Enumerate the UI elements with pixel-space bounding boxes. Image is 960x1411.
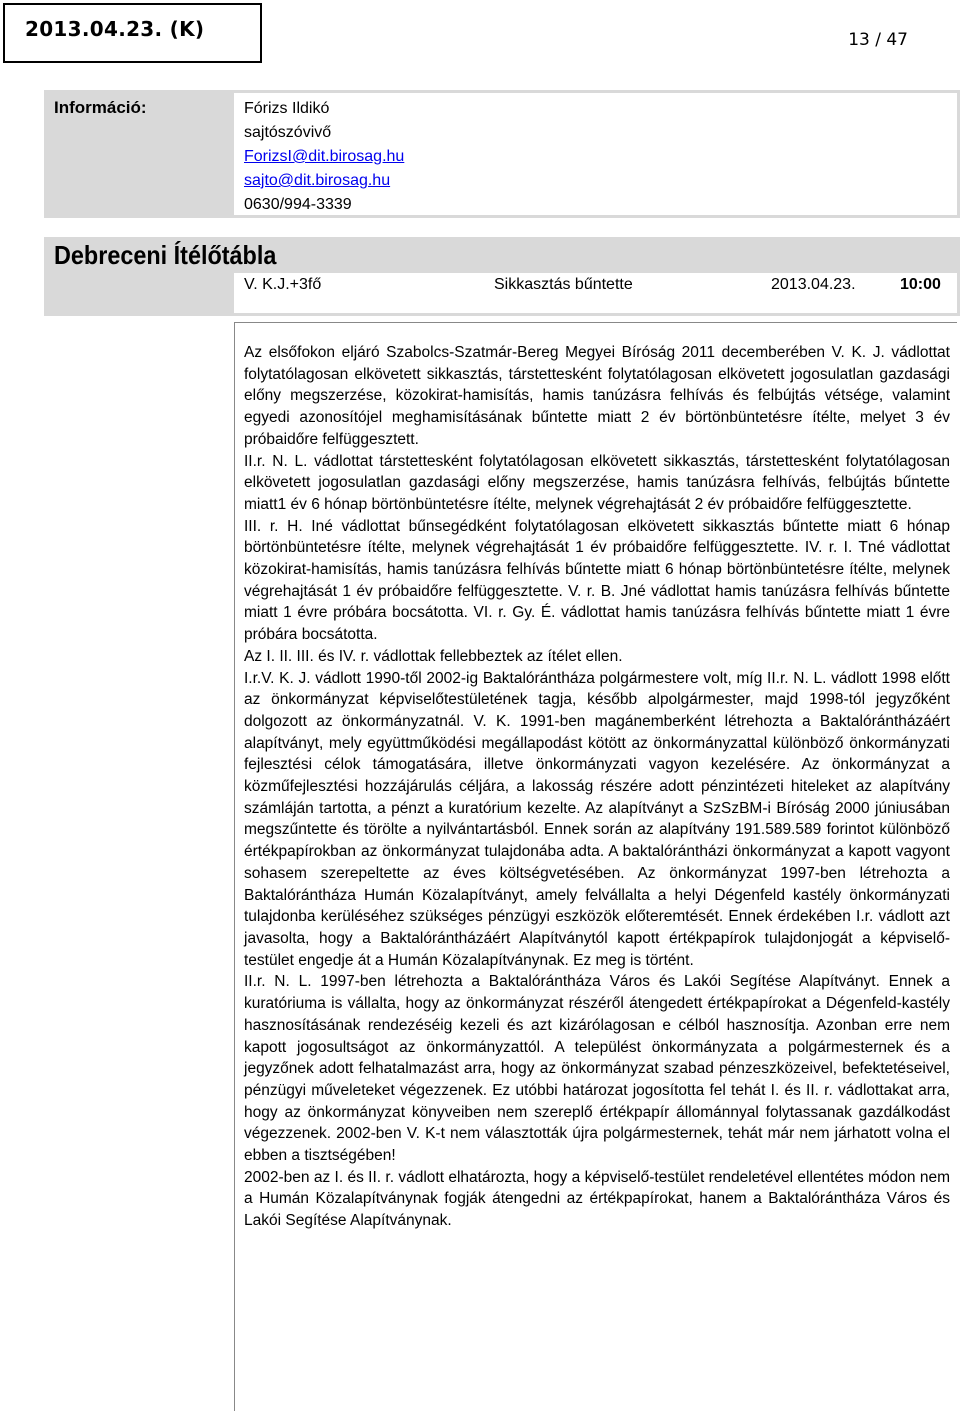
case-time: 10:00 [900, 276, 941, 293]
court-block [44, 237, 960, 316]
email-link-1[interactable]: ForizsI@dit.birosag.hu [244, 148, 405, 165]
page-number: 13 / 47 [848, 30, 908, 50]
paragraph: III. r. H. Iné vádlottat bűnsegédként folytatólagosan elkövetett sikkasztás bűntette miatt 6 hónap börtönbüntetésre ítélte, melynek végrehajtását 1 év próbaidőre felfüggesztette. IV. r. I. Tné vádlottat közokirat-hamisítás, hamis tanúzásra felhívás bűntette miatt 6 hónap börtönbüntetésre ítélte, melynek végrehajtását 1 év próbaidőre felfüggesztette. V. r. B. Jné vádlottat hamis tanúzásra felhívás bűntette miatt 1 évre próbára bocsátotta. VI. r. Gy. É. vádlottat hamis tanúzásra felhívás bűntette miatt 1 évre próbára bocsátotta. [244, 517, 950, 644]
contact-cell [234, 93, 957, 215]
email-link-2[interactable]: sajto@dit.birosag.hu [244, 172, 391, 189]
paragraph: II.r. N. L. 1997-ben létrehozta a Baktalórántháza Város és Lakói Segítése Alapítványt. Ennek a kuratóriuma is vállalta, hogy az önkormányzat részéről átengedett értékpapírokat a Dégenfeld-kastély hasznosításának rendezéséig kezeli és azt kizárólagosan e célból hasznosítja. Azonban erre nem kapott jogosultságot az önkormányzattól. A települést önkormányzata a polgármesternek és a jegyzőnek adott felhatalmazást arra, hogy az önkormányzat szabad pénzeszközeivel, befektetéseivel, pénzügyi műveleteket végezzenek. Ez utóbbi határozat jogosította fel tehát I. és II. r. vádlottakat arra, hogy az önkormányzat könyveiben nem szereplő értékpapír állománnyal folytassanak gazdálkodást végezzenek. 2002-ben V. K-t nem választották újra polgármesternek, tehát már nem járhatott volna el ebben a tisztségében! [244, 973, 950, 1165]
case-offense: Sikkasztás bűntette [494, 276, 633, 293]
contact-phone: 0630/994-3339 [244, 196, 352, 213]
paragraph: Az I. II. III. és IV. r. vádlottak fellebbeztek az ítélet ellen. [244, 647, 623, 665]
info-label: Információ: [54, 98, 147, 117]
case-row [234, 273, 957, 313]
court-title: Debreceni Ítélőtábla [54, 240, 277, 270]
paragraph: I.r.V. K. J. vádlott 1990-től 2002-ig Baktalórántháza polgármestere volt, míg II.r. N. L. vádlott 1998 előtt az önkormányzat képviselőtestületének tagja, később alpolgármester, majd 1998-tól jegyzőként dolgozott az önkormányzatnál. V. K. 1991-ben magánemberként létrehozta a Baktalórántházáért alapítványt, mely együttműködési megállapodást kötött az önkormányzattal különböző önkormányzati fejlesztési célok támogatására, illetve önkormányzati vagyon kezelésére. Az önkormányzat a közműfejlesztési hozzájárulás céljára, a lakosság részére adott pénzintézeti hiteleket az alapítvány számláján tartotta, a pénzt a kuratórium kezelte. Az alapítványt a SzSzBM-i Bíróság 2000 júniusában megszűntette és törölte a nyilvántartásból. Ennek során az alapítvány 191.589.589 forintot különböző értékpapírokban az önkormányzat tulajdonába adta. A baktalórántházi önkormányzat a kapott vagyont sohasem szerepeltette az éves költségvetésében. Az önkormányzat 1997-ben létrehozta a Baktalórántháza Humán Közalapítványt, amely felvállalta a helyi Dégenfeld kastély önkormányzati tulajdonba kerüléséhez szükséges pénzügyi eszközök előteremtését. Ennek érdekében I.r. vádlott azt javasolta, hogy a Baktalórántházáért Alapítványtól kapott értékpapírok tulajdonjogát a képviselő-testület engedje át a Humán Közalapítványnak. Ez meg is történt. [244, 669, 950, 969]
case-description [244, 342, 950, 1232]
contact-lines [244, 97, 404, 217]
contact-role: sajtószóvivő [244, 124, 332, 141]
paragraph: II.r. N. L. vádlottat társtettesként folytatólagosan elkövetett sikkasztás, társtettesként folytatólagosan elkövetett jogosulatlan gazdasági előny megszerzése, hamis tanúzásra felhívás, felbújtás bűntette miatt1 év 6 hónap börtönbüntetésre ítélte, melynek végrehajtását 2 év próbaidőre felfüggesztette. [244, 452, 950, 513]
case-number: V. K.J.+3fő [244, 276, 322, 293]
case-date: 2013.04.23. [771, 276, 856, 293]
paragraph: Az elsőfokon eljáró Szabolcs-Szatmár-Bereg Megyei Bíróság 2011 decemberében V. K. J. vádlottat folytatólagosan elkövetett sikkasztás, társtettesként folytatólagosan elkövetett jogosulatlan gazdasági előny megszerzése, közokirat-hamisítás, hamis tanúzásra felhívás és felbújtás vétsége, valamint egyedi azonosítójel meghamisításának bűntette miatt 2 év börtönbüntetésre ítélte, melyet 3 év próbaidőre felfüggesztett. [244, 344, 950, 448]
info-table [44, 90, 960, 218]
paragraph: 2002-ben az I. és II. r. vádlott elhatározta, hogy a képviselő-testület rendeletével ellentétes módon nem a Humán Közalapítványnak fogják átengedni az értékpapírokat, hanem a Baktalórántháza Város és Lakói Segítése Alapítványnak. [244, 1168, 950, 1230]
date-label: 2013.04.23. (K) [25, 17, 205, 41]
date-box [3, 3, 262, 63]
contact-name: Fórizs Ildikó [244, 100, 330, 117]
